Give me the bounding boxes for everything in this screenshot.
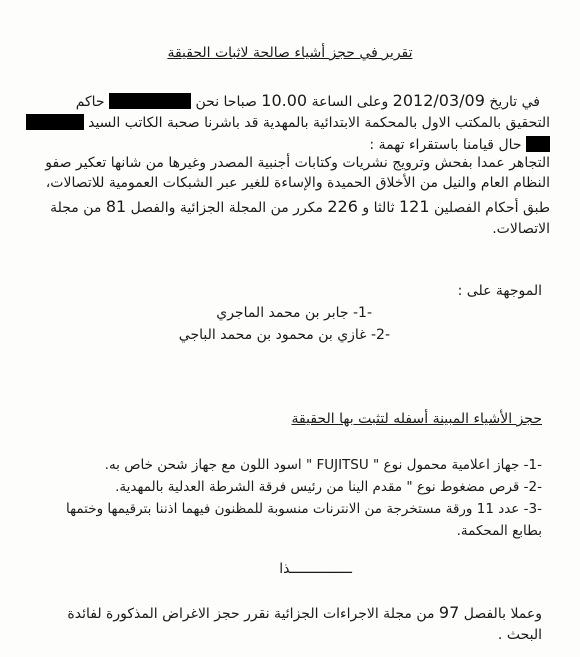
intro-line-2	[26, 114, 550, 132]
intro-text: التحقيق بالمكتب الاول بالمحكمة الابتدائية بالمهدية قد باشرنا صحبة الكاتب السيد	[88, 115, 550, 131]
intro-text: حاكم	[75, 94, 105, 110]
intro-line-6	[50, 198, 550, 217]
seized-item-2: -2- قرص مضغوط نوع " مقدم الينا من رئيس فرقة الشرطة العدلية بالمهدية.	[115, 479, 542, 495]
charge-intro: حال قيامنا باستقراء تهمة :	[369, 137, 522, 153]
seized-item-1: -1- جهاز اعلامية محمول نوع " FUJITSU " اسود اللون مع جهاز شحن خاص به.	[104, 457, 542, 473]
article-number: 226	[327, 197, 358, 216]
report-time: 10.00	[261, 91, 308, 110]
redaction-bar	[526, 136, 550, 152]
intro-line-1	[76, 92, 540, 111]
seizure-heading: حجز الأشياء المبينة أسفله لتثبت بها الحقيقة	[291, 411, 542, 427]
separator-line: ـــــــــــــــذا	[279, 561, 352, 577]
report-date: 2012/03/09	[392, 91, 485, 110]
closing-line-2: البحث .	[497, 627, 542, 643]
intro-line-7: الاتصالات.	[492, 221, 550, 237]
intro-text: في تاريخ	[489, 94, 540, 110]
closing-line-1	[67, 604, 542, 623]
closing-text: وعملا بالفصل	[463, 606, 542, 622]
closing-text: من مجلة الاجراءات الجزائية نقرر حجز الاغراض المذكورة لفائدة	[67, 606, 435, 622]
intro-line-5: النظام العام والنيل من الأخلاق الحميدة والإساءة للغير عبر الشبكات العمومية للاتصالات،	[45, 175, 550, 191]
intro-text: وعلى الساعة	[311, 94, 389, 110]
intro-text: من مجلة	[50, 200, 102, 216]
seized-item-3: -3- عدد 11 ورقة مستخرجة من الانترنات منسوبة للمظنون فيهما اذننا بترقيمها وختمها	[66, 501, 542, 517]
seized-item-3-cont: بطابع المحكمة.	[456, 523, 542, 539]
accused-heading: الموجهة على :	[457, 283, 542, 299]
article-number: 121	[398, 197, 430, 216]
accused-item-2: -2- غازي بن محمود بن محمد الباجي	[178, 327, 390, 343]
redaction-bar	[26, 114, 84, 130]
accused-item-1: -1- جابر بن محمد الماجري	[216, 305, 372, 321]
intro-line-3	[369, 136, 550, 154]
intro-text: طبق أحكام الفصلين	[433, 200, 550, 216]
intro-text: ثالثا و	[362, 200, 395, 216]
intro-text: مكرر من المجلة الجزائية والفصل	[130, 200, 323, 216]
article-number: 97	[438, 603, 460, 622]
redaction-bar	[109, 93, 191, 109]
intro-text: صباحا نحن	[195, 94, 257, 110]
article-number: 81	[105, 197, 127, 216]
intro-line-4: التجاهر عمدا بفحش وترويج نشريات وكتابات أجنبية المصدر وغيرها من شانها تعكير صفو	[45, 155, 550, 171]
document-title: تقرير في حجز أشياء صالحة لاثبات الحقيقة	[167, 45, 413, 61]
